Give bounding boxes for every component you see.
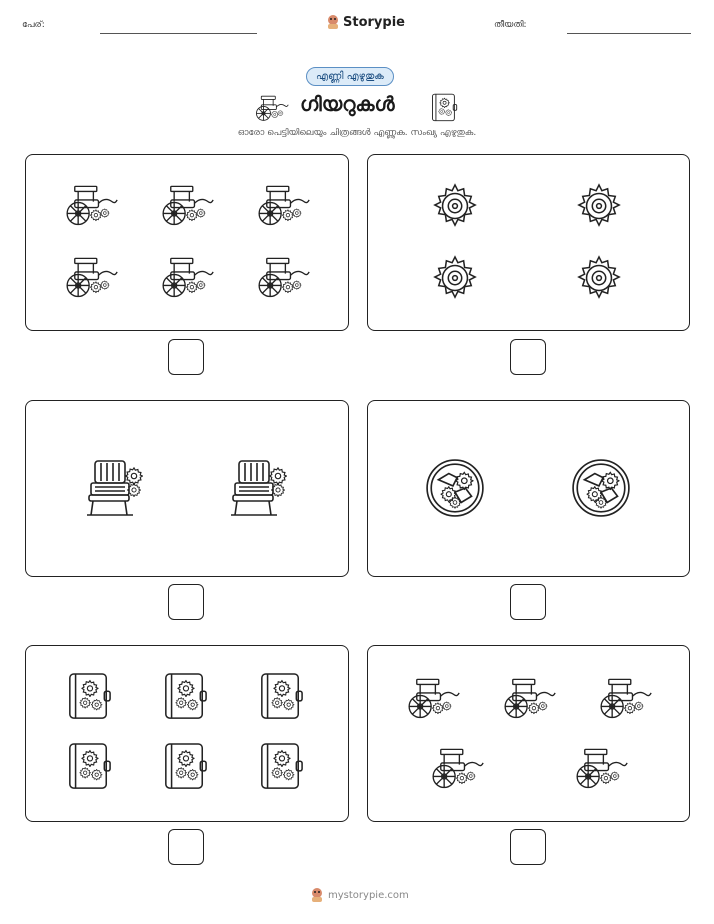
tractor-gears-icon bbox=[62, 255, 118, 299]
loom-chair-gears-icon bbox=[80, 457, 150, 521]
storypie-logo-icon bbox=[310, 887, 324, 903]
count-panel-5 bbox=[25, 645, 349, 822]
page-title: ഗിയറുകൾ bbox=[300, 92, 395, 116]
count-panel-2 bbox=[367, 154, 690, 331]
gear-book-icon bbox=[162, 672, 208, 722]
activity-badge: എണ്ണി എഴുതുക bbox=[306, 67, 394, 86]
name-line[interactable] bbox=[100, 33, 257, 34]
gear-book-icon bbox=[430, 93, 458, 123]
tractor-gears-icon bbox=[428, 746, 484, 790]
tractor-gears-icon bbox=[254, 255, 310, 299]
tractor-gears-icon bbox=[404, 676, 460, 720]
tractor-gears-icon bbox=[62, 183, 118, 227]
storypie-logo-icon bbox=[326, 14, 340, 30]
answer-box-5[interactable] bbox=[168, 829, 204, 865]
instructions: ഓരോ പെട്ടിയിലെയും ചിത്രങ്ങൾ എണ്ണുക. സംഖ്യ എഴുതുക. bbox=[237, 128, 477, 138]
tractor-gears-icon bbox=[500, 676, 556, 720]
count-panel-6 bbox=[367, 645, 690, 822]
gear-icon bbox=[432, 255, 478, 301]
brand-name: Storypie bbox=[343, 14, 405, 30]
date-label: തീയതി: bbox=[494, 20, 527, 30]
answer-box-2[interactable] bbox=[510, 339, 546, 375]
brand bbox=[326, 14, 405, 30]
answer-box-4[interactable] bbox=[510, 584, 546, 620]
gear-icon bbox=[576, 255, 622, 301]
answer-box-1[interactable] bbox=[168, 339, 204, 375]
count-panel-1 bbox=[25, 154, 349, 331]
answer-box-3[interactable] bbox=[168, 584, 204, 620]
loom-chair-gears-icon bbox=[224, 457, 294, 521]
footer-url[interactable]: mystorypie.com bbox=[328, 889, 409, 901]
tractor-gears-icon bbox=[158, 183, 214, 227]
date-line[interactable] bbox=[567, 33, 691, 34]
gear-icon bbox=[432, 183, 478, 229]
answer-box-6[interactable] bbox=[510, 829, 546, 865]
gear-book-icon bbox=[258, 742, 304, 792]
count-panel-3 bbox=[25, 400, 349, 577]
gear-book-icon bbox=[66, 742, 112, 792]
tractor-gears-icon bbox=[158, 255, 214, 299]
name-label: പേര്: bbox=[22, 20, 45, 30]
gear-icon bbox=[576, 183, 622, 229]
count-panel-4 bbox=[367, 400, 690, 577]
gear-book-icon bbox=[66, 672, 112, 722]
footer bbox=[310, 887, 409, 903]
watch-movement-icon bbox=[570, 457, 632, 519]
tractor-gears-icon bbox=[253, 94, 289, 122]
tractor-gears-icon bbox=[572, 746, 628, 790]
gear-book-icon bbox=[258, 672, 304, 722]
gear-book-icon bbox=[162, 742, 208, 792]
tractor-gears-icon bbox=[254, 183, 310, 227]
tractor-gears-icon bbox=[596, 676, 652, 720]
watch-movement-icon bbox=[424, 457, 486, 519]
